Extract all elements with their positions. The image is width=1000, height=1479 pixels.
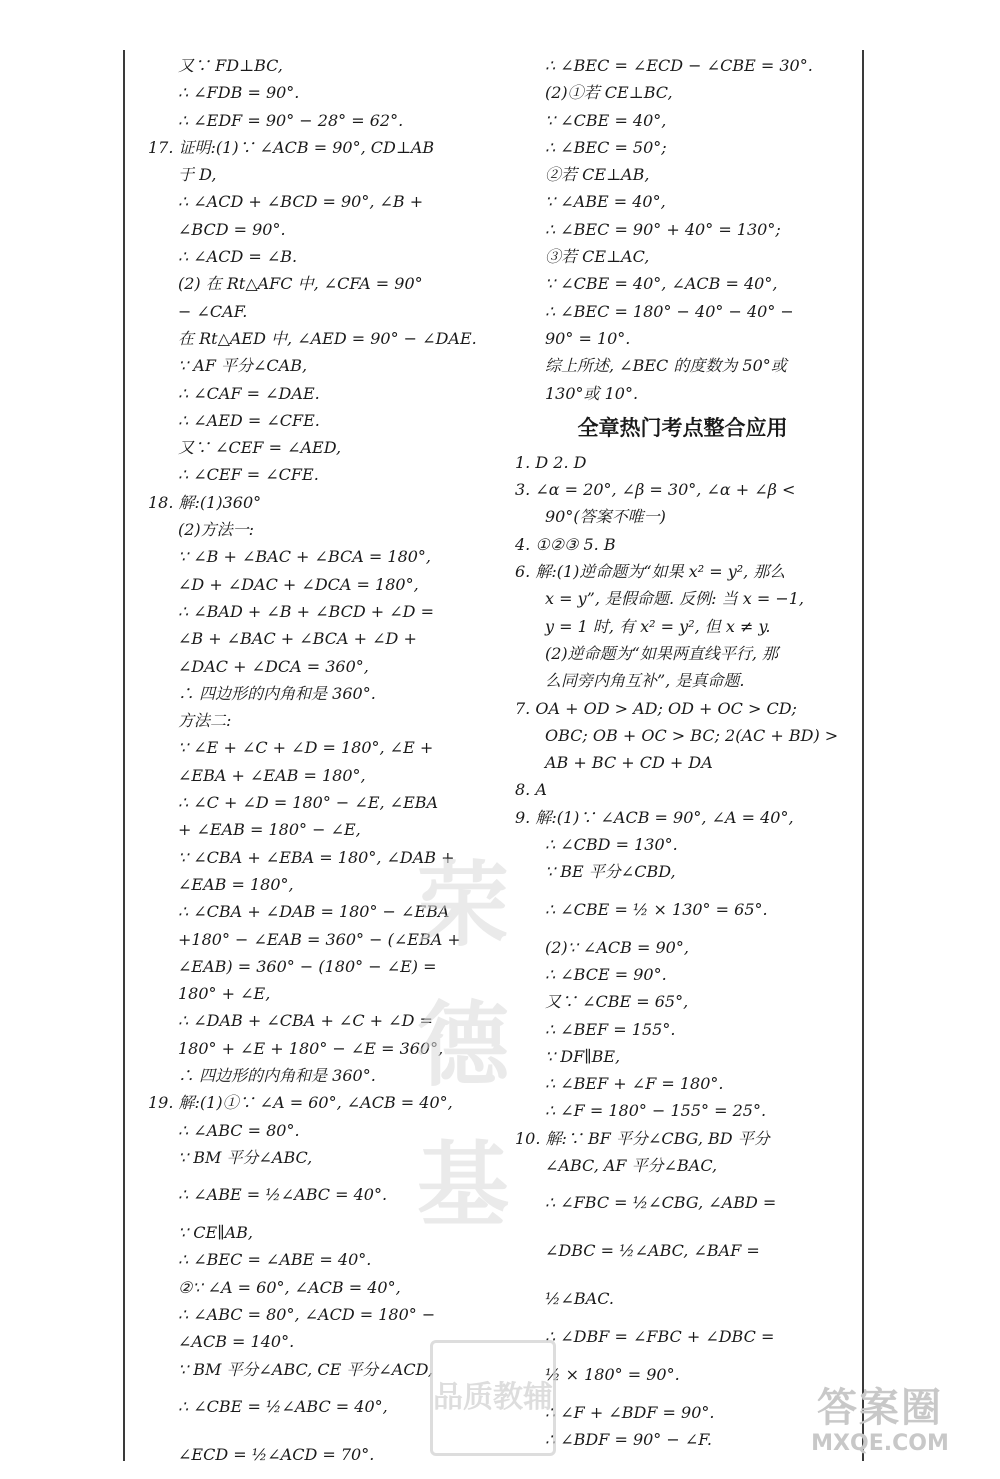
answer-line: 17. 证明:(1)∵ ∠ACB = 90°, CD⊥AB	[148, 137, 435, 157]
answer-line: ∠BCD = 90°.	[178, 219, 286, 239]
answer-line: ∴ ∠BAD + ∠B + ∠BCD + ∠D =	[178, 601, 434, 621]
answer-line: ∴ ∠BEC = ∠ECD − ∠CBE = 30°.	[545, 56, 813, 75]
answer-line: 又∵ ∠CBE = 65°,	[545, 992, 689, 1012]
answer-line: 么同旁内角互补”, 是真命题.	[545, 671, 745, 691]
answer-line: ②若 CE⊥AB,	[545, 165, 650, 185]
answer-line: ∴ ∠ACD + ∠BCD = 90°, ∠B +	[178, 192, 424, 212]
answer-line: 于 D,	[178, 165, 217, 185]
answer-line: ∴ ∠BEF = 155°.	[545, 1019, 676, 1039]
left-margin-rule	[123, 50, 125, 1461]
answer-line: ∴ ∠EDF = 90° − 28° = 62°.	[178, 110, 404, 130]
answer-line: ∴ ∠DAB + ∠CBA + ∠C + ∠D =	[178, 1011, 433, 1031]
background-watermark-stamp	[408, 835, 518, 1255]
answer-line: ∴ ∠CBE = ½∠ABC = 40°,	[178, 1396, 388, 1416]
site-url-text: MXQE.COM	[811, 1431, 949, 1456]
answer-line: ∴ ∠CBD = 130°.	[545, 835, 678, 855]
answer-line: ∵ BM 平分∠ABC, CE 平分∠ACD,	[178, 1359, 433, 1379]
answer-line: 9. 解:(1)∵ ∠ACB = 90°, ∠A = 40°,	[515, 807, 794, 827]
answer-line: 1. D 2. D	[515, 452, 587, 472]
answer-line: ∠ACB = 140°.	[178, 1332, 295, 1352]
answer-line: 8. A	[515, 780, 547, 800]
answer-line: ∴ ∠BCE = 90°.	[545, 964, 667, 984]
answer-line: 又∵ ∠CEF = ∠AED,	[178, 438, 342, 458]
seal-char: 品	[433, 1380, 463, 1415]
answer-line: ∴ ∠ABC = 80°.	[178, 1120, 300, 1140]
answer-line: AB + BC + CD + DA	[545, 753, 713, 773]
answer-line: ∴ 四边形的内角和是 360°.	[178, 1065, 376, 1085]
answer-line: 6. 解:(1)逆命题为“如果 x² = y², 那么	[515, 562, 786, 582]
answer-line: x = y”, 是假命题. 反例: 当 x = −1,	[545, 589, 805, 609]
answer-line: +180° − ∠EAB = 360° − (∠EBA +	[178, 929, 461, 949]
answer-line: ②∵ ∠A = 60°, ∠ACB = 40°,	[178, 1277, 401, 1297]
answer-line: ∴ ∠CAF = ∠DAE.	[178, 383, 320, 403]
answer-line: ∴ ∠BEC = 90° + 40° = 130°;	[545, 219, 781, 239]
answer-line: ∠EAB = 180°,	[178, 874, 294, 894]
answer-line: ∴ ∠F + ∠BDF = 90°.	[545, 1402, 715, 1422]
answer-line: ∴ ∠BEF + ∠F = 180°.	[545, 1074, 724, 1094]
answer-line: ∴ ∠BEC = ∠ABE = 40°.	[178, 1250, 372, 1270]
answer-line: ∵ CE∥AB,	[178, 1223, 253, 1243]
answer-line: ∠EAB) = 360° − (180° − ∠E) =	[178, 956, 437, 976]
answer-line: ∠DAC + ∠DCA = 360°,	[178, 656, 369, 676]
answer-line: ∴ ∠DBF = ∠FBC + ∠DBC =	[545, 1327, 775, 1347]
answer-line: ③若 CE⊥AC,	[545, 247, 650, 267]
answer-line: ∴ ∠ACD = ∠B.	[178, 247, 298, 267]
answer-line: (2)∵ ∠ACB = 90°,	[545, 937, 689, 957]
answer-line: ∴ ∠CEF = ∠CFE.	[178, 465, 319, 485]
answer-line: ∵ BE 平分∠CBD,	[545, 862, 676, 882]
answer-line: ∴ 四边形的内角和是 360°.	[178, 683, 376, 703]
seal-char: 教	[493, 1380, 523, 1415]
answer-line: (2)①若 CE⊥BC,	[545, 83, 673, 103]
answer-line: 180° + ∠E,	[178, 984, 271, 1004]
answer-line: 4. ①②③ 5. B	[515, 534, 616, 554]
answer-line: ∴ ∠C + ∠D = 180° − ∠E, ∠EBA	[178, 793, 439, 813]
answer-line: − ∠CAF.	[178, 301, 248, 321]
answer-line: 10. 解:∵ BF 平分∠CBG, BD 平分	[515, 1128, 770, 1148]
answer-line: ∵ AF 平分∠CAB,	[178, 356, 308, 376]
answer-line: ∵ ∠ABE = 40°,	[545, 192, 666, 212]
watermark-char: 基	[416, 1131, 509, 1239]
answer-line: ∴ ∠CBE = ½ × 130° = 65°.	[545, 899, 768, 919]
answer-line: ∵ ∠CBE = 40°,	[545, 110, 667, 130]
seal-char: 质	[463, 1380, 493, 1415]
answer-line: ∴ ∠FDB = 90°.	[178, 83, 300, 103]
answer-line: ∠DBC = ½∠ABC, ∠BAF =	[545, 1241, 760, 1261]
answer-line: (2)逆命题为“如果两直线平行, 那	[545, 643, 779, 663]
answer-line: ∴ ∠FBC = ½∠CBG, ∠ABD =	[545, 1193, 777, 1213]
answer-line: ∴ ∠AED = ∠CFE.	[178, 410, 320, 430]
answer-line: 18. 解:(1)360°	[148, 492, 262, 512]
answer-line: ∵ ∠CBA + ∠EBA = 180°, ∠DAB +	[178, 847, 455, 867]
site-logo-text: 答案圈	[817, 1385, 943, 1431]
answer-line: OBC; OB + OC > BC; 2(AC + BD) >	[545, 725, 839, 745]
answer-line: 又∵ FD⊥BC,	[178, 56, 283, 75]
seal-char: 辅	[523, 1380, 553, 1415]
left-text-column	[148, 52, 500, 1479]
answer-line: 90° = 10°.	[545, 328, 631, 348]
answer-line: ∠D + ∠DAC + ∠DCA = 180°,	[178, 574, 419, 594]
answer-line: ∴ ∠ABC = 80°, ∠ACD = 180° −	[178, 1305, 436, 1325]
answer-line: ∴ ∠ABE = ½∠ABC = 40°.	[178, 1185, 388, 1205]
answer-line: ∠ECD = ½∠ACD = 70°.	[178, 1444, 375, 1464]
answer-line: y = 1 时, 有 x² = y², 但 x ≠ y.	[545, 616, 771, 636]
answer-line: (2)方法一:	[178, 520, 255, 540]
answer-line: ∠EBA + ∠EAB = 180°,	[178, 765, 366, 785]
answer-line: + ∠EAB = 180° − ∠E,	[178, 820, 361, 840]
site-logo-watermark	[770, 1385, 990, 1465]
answer-line: ∵ DF∥BE,	[545, 1046, 621, 1066]
answer-line: ∴ ∠F = 180° − 155° = 25°.	[545, 1101, 767, 1121]
answer-line: ½∠BAC.	[545, 1289, 614, 1309]
answer-line: 180° + ∠E + 180° − ∠E = 360°,	[178, 1038, 444, 1058]
watermark-char: 德	[416, 991, 509, 1099]
answer-line: ½ × 180° = 90°.	[545, 1364, 680, 1384]
answer-line: ∵ ∠B + ∠BAC + ∠BCA = 180°,	[178, 547, 432, 567]
answer-line: ∴ ∠CBA + ∠DAB = 180° − ∠EBA	[178, 902, 450, 922]
answer-line: 7. OA + OD > AD; OD + OC > CD;	[515, 698, 797, 718]
answer-line: 综上所述, ∠BEC 的度数为 50°或	[545, 356, 787, 376]
answer-line: ∵ BM 平分∠ABC,	[178, 1147, 313, 1167]
right-margin-rule	[862, 50, 864, 1461]
right-text-column	[515, 52, 850, 1453]
publisher-seal	[430, 1340, 556, 1456]
answer-line: ∵ ∠CBE = 40°, ∠ACB = 40°,	[545, 274, 778, 294]
answer-line: ∴ ∠BDF = 90° − ∠F.	[545, 1429, 712, 1449]
answer-line: 130°或 10°.	[545, 383, 639, 403]
answer-line: 90°(答案不唯一)	[545, 507, 666, 527]
watermark-char: 荣	[416, 851, 509, 959]
answer-line: ∵ ∠E + ∠C + ∠D = 180°, ∠E +	[178, 738, 434, 758]
answer-line: (2) 在 Rt△AFC 中, ∠CFA = 90°	[178, 274, 423, 294]
answer-line: ∠ABC, AF 平分∠BAC,	[545, 1155, 718, 1175]
answer-line: ∴ ∠BEC = 180° − 40° − 40° −	[545, 301, 794, 321]
answer-line: 19. 解:(1)①∵ ∠A = 60°, ∠ACB = 40°,	[148, 1093, 453, 1113]
answer-line: 在 Rt△AED 中, ∠AED = 90° − ∠DAE.	[178, 328, 477, 348]
answer-line: 方法二:	[178, 711, 232, 731]
answer-line: 3. ∠α = 20°, ∠β = 30°, ∠α + ∠β <	[515, 480, 796, 500]
section-heading: 全章热门考点整合应用	[577, 415, 788, 440]
answer-line: ∠B + ∠BAC + ∠BCA + ∠D +	[178, 629, 417, 649]
answer-line: ∴ ∠BEC = 50°;	[545, 137, 667, 157]
